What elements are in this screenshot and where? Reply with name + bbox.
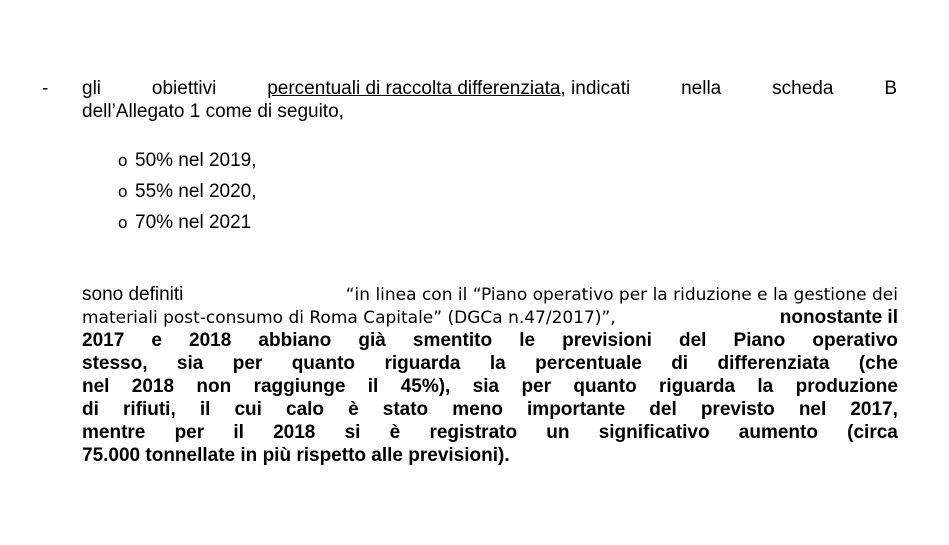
list-item-text: 50% nel 2019, — [135, 150, 257, 171]
word: registrato — [429, 422, 518, 443]
list-item-text: 70% nel 2021 — [135, 212, 252, 233]
circle-bullet-icon: o — [118, 213, 128, 232]
word: 2018 — [273, 422, 316, 443]
list-dash: - — [42, 78, 49, 99]
word: riguarda — [384, 353, 461, 374]
paragraph-line — [82, 421, 898, 444]
word: mentre — [82, 422, 146, 443]
word: 2017 — [82, 330, 125, 351]
word: abbiano — [258, 330, 332, 351]
word: differenziata — [717, 353, 830, 374]
word: il — [233, 422, 244, 443]
word: le — [519, 330, 536, 351]
percent-target-list — [118, 145, 257, 238]
list-item — [118, 207, 257, 238]
list-item — [118, 176, 257, 207]
circle-bullet-icon: o — [118, 182, 128, 201]
list-item — [118, 145, 257, 176]
word: stato — [382, 399, 429, 420]
word: sia — [176, 353, 204, 374]
word: nel — [798, 399, 827, 420]
word: quanto — [291, 353, 356, 374]
intro-word: , indicati — [560, 78, 631, 99]
word: il — [199, 399, 211, 420]
word: significativo — [598, 422, 710, 443]
word: raggiunge — [253, 376, 346, 397]
word: meno — [452, 399, 503, 420]
word: (circa — [847, 422, 898, 443]
paragraph-text: sono definiti — [82, 284, 184, 305]
paragraph-line — [82, 306, 898, 329]
intro-underlined-phrase — [267, 77, 630, 100]
intro-word: scheda — [772, 78, 834, 99]
word: percentuale — [535, 353, 642, 374]
intro-word: B — [884, 78, 897, 99]
list-item-text: 55% nel 2020, — [135, 181, 257, 202]
word: il — [367, 376, 379, 397]
word: operativo — [812, 330, 898, 351]
paragraph-line — [82, 329, 898, 352]
paragraph-line: 75.000 tonnellate in più rispetto alle previsioni). — [82, 445, 510, 466]
word: 2018 — [189, 330, 232, 351]
word: già — [358, 330, 386, 351]
word: aumento — [738, 422, 818, 443]
word: importante — [527, 399, 626, 420]
word: 45%), — [400, 376, 451, 397]
word: Piano — [733, 330, 786, 351]
word: la — [489, 353, 506, 374]
intro-line-1 — [82, 77, 897, 100]
word: 2017, — [850, 399, 898, 420]
circle-bullet-icon: o — [118, 151, 128, 170]
word: del — [649, 399, 677, 420]
word: stesso, — [82, 353, 148, 374]
word: calo — [286, 399, 325, 420]
word: smentito — [412, 330, 493, 351]
paragraph-line — [82, 375, 898, 398]
paragraph-line — [82, 352, 898, 375]
word: del — [678, 330, 707, 351]
word: è — [348, 399, 359, 420]
word: la — [757, 376, 774, 397]
bold-text: nonostante il — [779, 307, 898, 328]
word: previsto — [700, 399, 775, 420]
word: sia — [472, 376, 500, 397]
intro-line-2: dell’Allegato 1 come di seguito, — [82, 101, 344, 122]
intro-word: gli — [82, 78, 102, 99]
intro-text — [82, 77, 897, 123]
quoted-text: “in linea con il “Piano operativo per la riduzione e la gestione dei — [345, 285, 898, 305]
word: rifiuti, — [122, 399, 176, 420]
word: cui — [234, 399, 262, 420]
word: è — [389, 422, 401, 443]
body-paragraph — [82, 283, 898, 467]
word: e — [151, 330, 162, 351]
word: 2018 — [131, 376, 175, 397]
word: un — [546, 422, 570, 443]
word: previsioni — [562, 330, 652, 351]
word: (che — [858, 353, 898, 374]
paragraph-line — [82, 283, 898, 306]
word: di — [82, 399, 99, 420]
word: riguarda — [659, 376, 736, 397]
word: quanto — [573, 376, 637, 397]
word: produzione — [795, 376, 898, 397]
intro-word: nella — [681, 78, 722, 99]
intro-word: obiettivi — [151, 78, 217, 99]
underlined-text: percentuali di raccolta differenziata — [267, 78, 561, 99]
word: per — [174, 422, 205, 443]
quoted-text: materiali post-consumo di Roma Capitale” (DGCa n.47/2017)”, — [82, 308, 616, 328]
word: non — [196, 376, 232, 397]
word: per — [232, 353, 263, 374]
word: nel — [82, 376, 110, 397]
paragraph-line — [82, 398, 898, 421]
word: per — [521, 376, 552, 397]
word: si — [344, 422, 361, 443]
word: di — [671, 353, 689, 374]
